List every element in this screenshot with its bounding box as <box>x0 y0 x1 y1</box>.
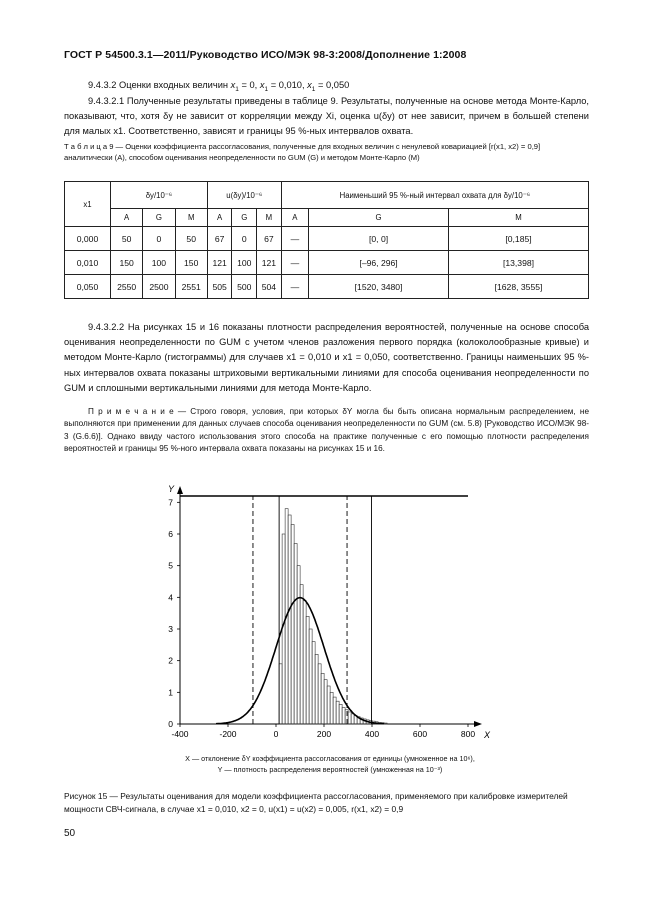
histogram-bar <box>324 680 327 724</box>
histogram-bar <box>312 642 315 724</box>
cell: 0 <box>143 227 175 251</box>
histogram-bar <box>348 712 351 724</box>
sub-header: A <box>207 209 232 227</box>
col-group-dy: δy/10⁻⁶ <box>111 182 208 209</box>
cell: 0,000 <box>65 227 111 251</box>
histogram-bar <box>294 544 297 725</box>
note <box>64 406 589 455</box>
note-label: П р и м е ч а н и е <box>88 407 174 416</box>
legend-x: X — отклонение δY коэффициента рассогласования от единицы (умноженное на 10⁶), <box>185 754 475 763</box>
table-row <box>65 275 589 299</box>
histogram-bar <box>306 616 309 724</box>
histogram-bar <box>300 585 303 724</box>
histogram-bar <box>351 714 354 724</box>
y-axis-arrow <box>177 486 183 494</box>
page-number: 50 <box>64 828 76 839</box>
cell: 500 <box>232 275 257 299</box>
legend-y: Y — плотность распределения вероятностей (умноженная на 10⁻³) <box>217 765 443 774</box>
cell: [1520, 3480] <box>309 275 449 299</box>
sub-header: G <box>309 209 449 227</box>
y-tick-label: 5 <box>168 560 173 571</box>
figure-legend <box>150 753 510 775</box>
x-tick-label: -200 <box>219 729 237 739</box>
cell: 50 <box>175 227 207 251</box>
y-tick-label: 7 <box>168 497 173 508</box>
histogram-bar <box>309 629 312 724</box>
histogram-bar <box>339 704 342 724</box>
histogram-bar <box>315 654 318 724</box>
table-caption: Т а б л и ц а 9 — Оценки коэффициента рассогласования, полученные для входных величин с ненулевой ковариацией [r(x1, x2) = 0,9] аналитически (А), способом оценивания неопределенности по GUM (G) и методом Монте-Карло (М) <box>64 142 541 162</box>
y-tick-label: 4 <box>168 592 173 603</box>
histogram-bar <box>336 701 339 724</box>
x-tick-label: 200 <box>316 729 332 739</box>
histogram-bar <box>297 566 300 724</box>
cell: 0,050 <box>65 275 111 299</box>
cell: — <box>281 251 308 275</box>
paragraph-9-4-3-2-2: 9.4.3.2.2 На рисунках 15 и 16 показаны плотности распределения вероятностей, полученные на основе способа оценивания неопределенности по GUM с учетом членов разложения первого порядка (колоколообразные кривые) и методом Монте-Карло (гистограммы) для случаев x1 = 0,010 и x1 = 0,050, соответственно. Границы наименьших 95 %-ных интервалов охвата показаны штриховыми вертикальными линиями для способа оценивания неопределенности по GUM и сплошными вертикальными линиями для метода Монте-Карло. <box>64 322 589 393</box>
cell: 100 <box>232 251 257 275</box>
sub-header: G <box>143 209 175 227</box>
x-tick-label: 400 <box>364 729 380 739</box>
cell: 0,010 <box>65 251 111 275</box>
y-tick-label: 2 <box>168 655 173 666</box>
section-heading: 9.4.3.2 Оценки входных величин $x_1 = 0$, $x_1 = 0,010$, $x_1 = 0,050$ <box>88 80 350 93</box>
y-axis-label: Y <box>168 484 175 494</box>
sub-header: G <box>232 209 257 227</box>
cell: — <box>281 275 308 299</box>
note-text: — Строго говоря, условия, при которых δY могла бы быть описана нормальным распределением, не выполняются при применении для данных случаев способа оценивания неопределенности по GUM (см. 5.8) [Руководство ИСО/МЭК 98-3 (G.6.6)]. Однако ввиду частого использования этого способа на практике полученные с его помощью плотности распределения вероятностей и границы 95 %-ного интервала охвата показаны на рисунках 15 и 16. <box>64 407 590 453</box>
tick-labels <box>168 484 491 740</box>
cell: [13,398] <box>449 251 589 275</box>
paragraph-9-4-3-2-1: 9.4.3.2.1 Полученные результаты приведены в таблице 9. Результаты, полученные на основе метода Монте-Карло, показывают, что, хотя δy не зависит от корреляции между Xi, оценка u(δy) от нее зависит, причем в большей степени для малых x1. Соответственно, зависят и границы 95 %-ных интервалов охвата. <box>64 96 589 137</box>
cell: 2551 <box>175 275 207 299</box>
cell: 121 <box>257 251 282 275</box>
table-row <box>65 227 589 251</box>
histogram-bar <box>333 697 336 724</box>
x-tick-label: -400 <box>171 729 189 739</box>
cell: 150 <box>175 251 207 275</box>
cell: [–96, 296] <box>309 251 449 275</box>
cell: [1628, 3555] <box>449 275 589 299</box>
histogram-bar <box>330 692 333 724</box>
table-9 <box>64 181 589 299</box>
sub-header: A <box>281 209 308 227</box>
col-x1-header: x1 <box>65 182 111 227</box>
cell: 67 <box>257 227 282 251</box>
sub-header: M <box>257 209 282 227</box>
cell: 0 <box>232 227 257 251</box>
cell: 504 <box>257 275 282 299</box>
histogram-bar <box>303 601 306 725</box>
histogram-bar <box>327 686 330 724</box>
sub-header: M <box>449 209 589 227</box>
x-axis-arrow <box>474 721 482 727</box>
chart-axes <box>177 486 482 727</box>
histogram-bar <box>321 673 324 724</box>
histogram-bar <box>288 515 291 724</box>
figure-15-chart <box>150 476 510 748</box>
x-tick-label: 800 <box>460 729 476 739</box>
y-tick-label: 6 <box>168 529 173 539</box>
cell: 150 <box>111 251 143 275</box>
cell: [0, 0] <box>309 227 449 251</box>
cell: 2550 <box>111 275 143 299</box>
cell: — <box>281 227 308 251</box>
figure-caption: Рисунок 15 — Результаты оценивания для модели коэффициента рассогласования, применяемого при калибровке измерителей мощности СВЧ-сигнала, в случае x1 = 0,010, x2 = 0, u(x1) = u(x2) = 0,005, r(x1, x2) = 0,9 <box>64 791 568 814</box>
col-group-interval: Наименьший 95 %-ный интервал охвата для δy/10⁻⁶ <box>281 182 588 209</box>
histogram-bars <box>279 509 387 724</box>
page-header: ГОСТ Р 54500.3.1—2011/Руководство ИСО/МЭК 98-3:2008/Дополнение 1:2008 <box>64 49 467 61</box>
cell: 50 <box>111 227 143 251</box>
histogram-bar <box>318 664 321 724</box>
x-tick-label: 0 <box>273 729 279 739</box>
y-tick-label: 0 <box>168 719 173 729</box>
histogram-bar <box>291 525 294 725</box>
histogram-bar <box>342 708 345 724</box>
sub-header: A <box>111 209 143 227</box>
x-axis-label: X <box>484 730 491 740</box>
cell: 121 <box>207 251 232 275</box>
histogram-bar <box>279 664 282 724</box>
table-row <box>65 251 589 275</box>
col-group-u: u(δy)/10⁻⁶ <box>207 182 281 209</box>
sub-header: M <box>175 209 207 227</box>
cell: [0,185] <box>449 227 589 251</box>
cell: 505 <box>207 275 232 299</box>
y-tick-label: 1 <box>168 687 173 698</box>
cell: 67 <box>207 227 232 251</box>
cell: 2500 <box>143 275 175 299</box>
y-tick-label: 3 <box>168 624 173 634</box>
cell: 100 <box>143 251 175 275</box>
x-tick-label: 600 <box>412 729 428 739</box>
